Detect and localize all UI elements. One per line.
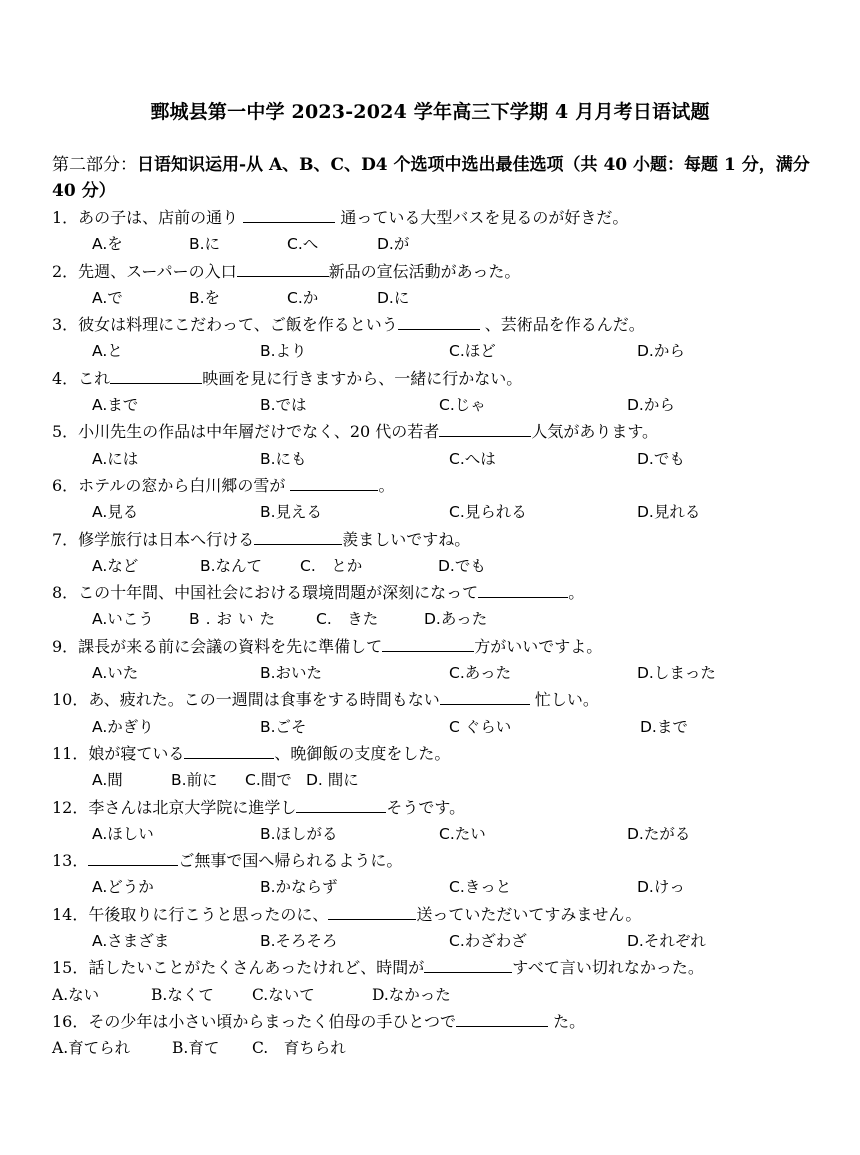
option-c: C.へは (449, 449, 496, 468)
option-a: A.どうか (92, 878, 154, 897)
question-14 (52, 901, 822, 928)
question-2 (52, 258, 822, 285)
question-9-stem-end: 方がいいですよ。 (474, 636, 603, 656)
option-a: A.さまざま (92, 932, 170, 951)
option-d: D.なかった (372, 985, 451, 1004)
question-16-stem: 16．その少年は小さい頃からまったく伯母の手ひとつで (52, 1011, 457, 1031)
option-b: B.そろそろ (260, 932, 338, 951)
option-a: A.ほしい (92, 824, 154, 843)
section-text: 日语知识运用-从 A、B、C、D4 个选项中选出最佳选项（共 40 小题：每题 1 分，满分 40 分） (52, 155, 810, 201)
question-3-stem: 3．彼女は料理にこだわって、ご飯を作るという (52, 315, 398, 335)
question-7 (52, 526, 822, 553)
question-8-stem-end: 。 (568, 583, 585, 603)
question-14-options (52, 928, 822, 954)
option-a: A.を (92, 235, 123, 254)
answer-blank (110, 365, 202, 384)
question-9-stem: 9．課長が来る前に会議の資料を先に準備して (52, 636, 383, 656)
option-d: D.まで (640, 717, 688, 736)
option-b: B.前に (171, 771, 218, 790)
option-c: C. とか (300, 556, 363, 575)
option-b: B.では (260, 396, 307, 415)
question-11 (52, 740, 822, 767)
option-c: C. きた (316, 610, 379, 629)
question-1-stem: 1．あの子は、店前の通り (52, 208, 244, 227)
question-list (52, 204, 822, 1062)
answer-blank (382, 633, 474, 652)
option-a: A.ない (52, 985, 100, 1004)
section-lead: 第二部分： (52, 155, 137, 175)
option-c: C.間で (245, 771, 292, 790)
answer-blank (184, 740, 274, 759)
answer-blank (478, 579, 568, 598)
answer-blank (296, 794, 386, 813)
question-6-stem-end: 。 (378, 475, 395, 495)
option-b: B.おいた (189, 610, 282, 629)
question-11-options (52, 767, 822, 793)
question-3-options (52, 338, 822, 364)
question-15-stem-end: すべて言い切れなかった。 (512, 958, 704, 978)
option-a: A.など (92, 556, 139, 575)
option-d: D.見れる (637, 503, 701, 522)
option-a: A.には (92, 449, 139, 468)
question-13-options (52, 874, 822, 900)
option-c: C.ないて (252, 985, 315, 1004)
option-a: A.いた (92, 664, 139, 683)
question-6-stem: 6．ホテルの窓から白川郷の雪が (52, 475, 291, 495)
option-c: C.ほど (449, 342, 496, 361)
question-11-stem: 11．娘が寝ている (52, 743, 185, 763)
option-a: A.で (92, 288, 123, 307)
option-c: C.へ (287, 235, 319, 254)
option-d: D.が (377, 235, 410, 254)
question-4-options (52, 392, 822, 418)
option-d: D. 間に (306, 771, 359, 790)
option-c: C.きっと (449, 878, 512, 897)
question-1-stem-end: 通っている大型バスを見るのが好きだ。 (335, 208, 629, 227)
question-13-stem: 13． (52, 851, 89, 871)
option-b: B.にも (260, 449, 307, 468)
question-2-stem-end: 新品の宣伝活動があった。 (328, 261, 521, 281)
question-15 (52, 954, 822, 981)
option-d: D.に (377, 288, 410, 307)
section-instructions (52, 152, 822, 204)
option-b: B.より (260, 342, 307, 361)
answer-blank (439, 418, 531, 437)
answer-blank (237, 258, 329, 277)
question-3 (52, 311, 822, 338)
question-7-stem: 7．修学旅行は日本へ行ける (52, 529, 255, 549)
page-title: 鄄城县第一中学 2023-2024 学年高三下学期 4 月月考日语试题 (150, 101, 710, 123)
question-5-options (52, 446, 822, 472)
question-5-stem: 5．小川先生の作品は中年層だけでなく、20 代の若者 (52, 422, 440, 442)
answer-blank (254, 526, 342, 545)
question-4-stem-end: 映画を見に行きますから、一緒に行かない。 (202, 368, 523, 388)
question-15-stem: 15．話したいことがたくさんあったけれど、時間が (52, 958, 425, 978)
question-5 (52, 418, 822, 445)
answer-blank (290, 472, 378, 491)
answer-blank (88, 847, 178, 866)
option-c: C ぐらい (449, 717, 512, 736)
option-a: A.まで (92, 396, 139, 415)
question-13-stem-end: ご無事で国へ帰られるように。 (178, 851, 403, 871)
option-d: D.たがる (627, 824, 691, 843)
question-10-stem: 10．あ、疲れた。この一週間は食事をする時間もない (52, 690, 440, 710)
option-a: A.と (92, 342, 123, 361)
option-a: A.いこう (92, 610, 154, 629)
option-b: B.育て (172, 1039, 220, 1058)
option-b: B.おいた (260, 664, 323, 683)
option-a: A.かぎり (92, 717, 154, 736)
option-c: C.あった (449, 664, 512, 683)
question-14-stem: 14．午後取りに行こうと思ったのに、 (52, 904, 329, 924)
question-16-options (52, 1035, 822, 1061)
question-10-stem-end: 忙しい。 (529, 690, 599, 710)
option-d: D.から (627, 396, 675, 415)
option-b: B.に (189, 235, 221, 254)
question-12 (52, 794, 822, 821)
answer-blank (243, 204, 335, 223)
question-11-stem-end: 、晩御飯の支度をした。 (274, 743, 451, 763)
question-9-options (52, 660, 822, 686)
question-4-stem: 4．これ (52, 368, 111, 388)
option-a: A.間 (92, 771, 123, 790)
question-8 (52, 579, 822, 606)
question-7-stem-end: 羨ましいですね。 (342, 529, 471, 549)
option-c: C.わざわざ (449, 932, 527, 951)
option-b: B.なくて (151, 985, 214, 1004)
option-c: C.見られる (449, 503, 527, 522)
option-d: D.から (637, 342, 685, 361)
question-8-options (52, 606, 822, 632)
option-d: D.けっ (637, 878, 685, 897)
question-8-stem: 8．この十年間、中国社会における環境問題が深刻になって (52, 583, 479, 603)
question-7-options (52, 553, 822, 579)
answer-blank (328, 901, 416, 920)
question-4 (52, 365, 822, 392)
question-13 (52, 847, 822, 874)
question-12-stem: 12．李さんは北京大学院に進学し (52, 797, 297, 817)
question-15-options (52, 982, 822, 1008)
option-d: D.あった (424, 610, 488, 629)
question-5-stem-end: 人気があります。 (531, 422, 659, 442)
question-3-stem-end: 、芸術品を作るんだ。 (479, 315, 645, 335)
option-c: C. 育ちられ (252, 1039, 346, 1058)
option-c: C.か (287, 288, 319, 307)
answer-blank (398, 311, 480, 330)
option-b: B.見える (260, 503, 323, 522)
question-12-stem-end: そうです。 (386, 797, 466, 817)
answer-blank (424, 954, 512, 973)
question-1-options (52, 231, 822, 257)
question-9 (52, 633, 822, 660)
option-b: B.ごそ (260, 717, 307, 736)
question-10 (52, 686, 822, 713)
question-2-options (52, 285, 822, 311)
option-b: B.かならず (260, 878, 338, 897)
option-d: D.しまった (637, 664, 716, 683)
question-16-stem-end: た。 (548, 1011, 586, 1031)
option-d: D.でも (438, 556, 486, 575)
option-a: A.見る (92, 503, 139, 522)
option-d: D.でも (637, 449, 685, 468)
question-1 (52, 204, 822, 231)
option-b: B.ほしがる (260, 824, 338, 843)
option-d: D.それぞれ (627, 932, 706, 951)
question-16 (52, 1008, 822, 1035)
question-6-options (52, 499, 822, 525)
answer-blank (456, 1008, 548, 1027)
option-c: C.たい (439, 824, 486, 843)
question-14-stem-end: 送っていただいてすみません。 (416, 904, 642, 924)
option-b: B.なんて (200, 556, 263, 575)
option-a: A.育てられ (52, 1039, 131, 1058)
option-c: C.じゃ (439, 396, 486, 415)
question-2-stem: 2．先週、スーパーの入口 (52, 261, 237, 281)
question-12-options (52, 821, 822, 847)
answer-blank (440, 686, 530, 705)
question-10-options (52, 714, 822, 740)
question-6 (52, 472, 822, 499)
option-b: B.を (189, 288, 221, 307)
